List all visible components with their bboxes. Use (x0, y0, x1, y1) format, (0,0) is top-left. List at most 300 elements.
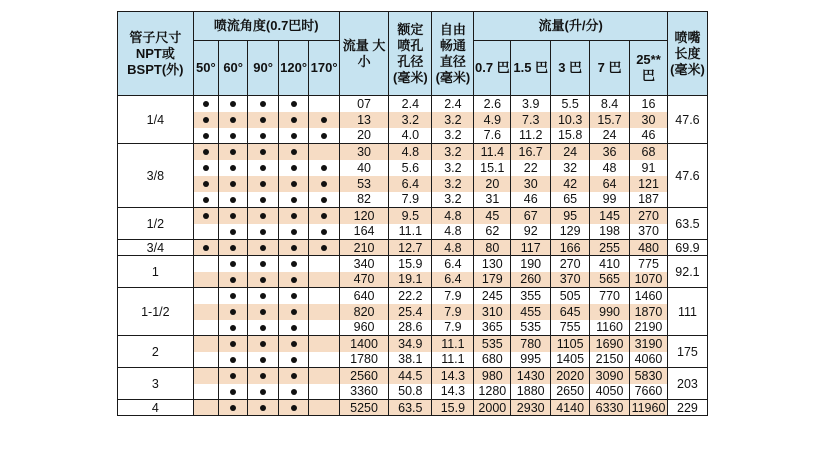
available-dot-icon (230, 293, 236, 299)
nozzle-length-cell: 47.6 (667, 144, 707, 208)
passage-cell: 7.9 (432, 288, 474, 304)
orifice-cell: 25.4 (389, 304, 432, 320)
available-dot-icon (291, 341, 297, 347)
angle-cell (218, 368, 247, 384)
angle-cell (193, 224, 218, 240)
flow-rate-cell: 2190 (630, 320, 668, 336)
angle-cell (278, 256, 308, 272)
flow-rate-cell: 2000 (474, 400, 511, 416)
angle-cell (309, 112, 340, 128)
table-row (118, 336, 708, 352)
angle-cell (218, 320, 247, 336)
passage-cell: 7.9 (432, 320, 474, 336)
flow-rate-cell: 80 (474, 240, 511, 256)
angle-cell (278, 160, 308, 176)
flow-size-cell: 960 (339, 320, 388, 336)
available-dot-icon (203, 149, 209, 155)
flow-size-cell: 164 (339, 224, 388, 240)
available-dot-icon (260, 245, 266, 251)
angle-cell (248, 176, 278, 192)
orifice-cell: 44.5 (389, 368, 432, 384)
table-row (118, 96, 708, 112)
flow-rate-cell: 1160 (590, 320, 630, 336)
flow-rate-cell: 46 (511, 192, 551, 208)
flow-rate-cell: 3.9 (511, 96, 551, 112)
flow-rate-cell: 95 (551, 208, 590, 224)
orifice-cell: 28.6 (389, 320, 432, 336)
available-dot-icon (260, 229, 266, 235)
flow-rate-cell: 3190 (630, 336, 668, 352)
angle-cell (309, 352, 340, 368)
flow-rate-cell: 187 (630, 192, 668, 208)
flow-rate-cell: 270 (551, 256, 590, 272)
header-pressure-25: 25** 巴 (630, 41, 668, 96)
angle-cell (278, 352, 308, 368)
angle-cell (309, 272, 340, 288)
flow-rate-cell: 1070 (630, 272, 668, 288)
angle-cell (309, 368, 340, 384)
available-dot-icon (291, 373, 297, 379)
passage-cell: 3.2 (432, 144, 474, 160)
pipe-size-cell: 1 (118, 256, 194, 288)
angle-cell (248, 96, 278, 112)
angle-cell (218, 96, 247, 112)
table-row (118, 256, 708, 272)
angle-cell (193, 320, 218, 336)
angle-cell (309, 208, 340, 224)
flow-rate-cell: 99 (590, 192, 630, 208)
passage-cell: 6.4 (432, 256, 474, 272)
orifice-cell: 2.4 (389, 96, 432, 112)
flow-rate-cell: 179 (474, 272, 511, 288)
passage-cell: 6.4 (432, 272, 474, 288)
angle-cell (309, 240, 340, 256)
flow-rate-cell: 1870 (630, 304, 668, 320)
header-angle-60: 60° (218, 41, 247, 96)
available-dot-icon (260, 165, 266, 171)
header-orifice: 额定 喷孔 孔径 (毫米) (389, 12, 432, 96)
passage-cell: 4.8 (432, 208, 474, 224)
available-dot-icon (230, 149, 236, 155)
flow-rate-cell: 11.4 (474, 144, 511, 160)
orifice-cell: 38.1 (389, 352, 432, 368)
flow-rate-cell: 4050 (590, 384, 630, 400)
available-dot-icon (291, 181, 297, 187)
angle-cell (309, 256, 340, 272)
angle-cell (248, 160, 278, 176)
table-row (118, 304, 708, 320)
angle-cell (278, 384, 308, 400)
flow-rate-cell: 1105 (551, 336, 590, 352)
angle-cell (193, 256, 218, 272)
angle-cell (309, 128, 340, 144)
available-dot-icon (230, 357, 236, 363)
flow-rate-cell: 270 (630, 208, 668, 224)
angle-cell (248, 224, 278, 240)
available-dot-icon (230, 325, 236, 331)
angle-cell (309, 336, 340, 352)
available-dot-icon (321, 213, 327, 219)
flow-rate-cell: 780 (511, 336, 551, 352)
flow-rate-cell: 190 (511, 256, 551, 272)
table-row (118, 112, 708, 128)
available-dot-icon (203, 213, 209, 219)
flow-size-cell: 3360 (339, 384, 388, 400)
flow-rate-cell: 16 (630, 96, 668, 112)
flow-rate-cell: 995 (511, 352, 551, 368)
flow-rate-cell: 30 (630, 112, 668, 128)
angle-cell (218, 224, 247, 240)
available-dot-icon (291, 277, 297, 283)
nozzle-spec-table (117, 11, 708, 416)
angle-cell (193, 304, 218, 320)
header-pipe-size: 管子尺寸 NPT或 BSPT(外) (118, 12, 194, 96)
available-dot-icon (260, 117, 266, 123)
angle-cell (248, 256, 278, 272)
angle-cell (218, 384, 247, 400)
angle-cell (278, 304, 308, 320)
flow-rate-cell: 2.6 (474, 96, 511, 112)
flow-size-cell: 53 (339, 176, 388, 192)
available-dot-icon (260, 149, 266, 155)
flow-size-cell: 40 (339, 160, 388, 176)
angle-cell (278, 112, 308, 128)
available-dot-icon (230, 165, 236, 171)
table-row (118, 208, 708, 224)
header-angle-90: 90° (248, 41, 278, 96)
table-row (118, 176, 708, 192)
angle-cell (278, 400, 308, 416)
table-row (118, 400, 708, 416)
nozzle-length-cell: 63.5 (667, 208, 707, 240)
angle-cell (218, 272, 247, 288)
table-row (118, 128, 708, 144)
header-flow-size: 流量 大小 (339, 12, 388, 96)
angle-cell (248, 320, 278, 336)
available-dot-icon (321, 133, 327, 139)
available-dot-icon (230, 277, 236, 283)
flow-rate-cell: 92 (511, 224, 551, 240)
available-dot-icon (291, 293, 297, 299)
available-dot-icon (291, 261, 297, 267)
available-dot-icon (260, 261, 266, 267)
flow-size-cell: 640 (339, 288, 388, 304)
available-dot-icon (260, 213, 266, 219)
passage-cell: 3.2 (432, 176, 474, 192)
angle-cell (248, 336, 278, 352)
angle-cell (218, 208, 247, 224)
available-dot-icon (291, 117, 297, 123)
flow-rate-cell: 24 (551, 144, 590, 160)
available-dot-icon (203, 101, 209, 107)
flow-size-cell: 07 (339, 96, 388, 112)
orifice-cell: 34.9 (389, 336, 432, 352)
flow-rate-cell: 370 (630, 224, 668, 240)
angle-cell (193, 352, 218, 368)
flow-rate-cell: 3090 (590, 368, 630, 384)
available-dot-icon (291, 245, 297, 251)
available-dot-icon (203, 133, 209, 139)
available-dot-icon (321, 245, 327, 251)
available-dot-icon (291, 389, 297, 395)
flow-rate-cell: 198 (590, 224, 630, 240)
angle-cell (248, 208, 278, 224)
angle-cell (248, 112, 278, 128)
angle-cell (248, 288, 278, 304)
flow-size-cell: 470 (339, 272, 388, 288)
flow-rate-cell: 4.9 (474, 112, 511, 128)
angle-cell (248, 144, 278, 160)
angle-cell (218, 144, 247, 160)
passage-cell: 4.8 (432, 240, 474, 256)
flow-rate-cell: 4060 (630, 352, 668, 368)
angle-cell (193, 288, 218, 304)
available-dot-icon (291, 405, 297, 411)
angle-cell (309, 160, 340, 176)
flow-size-cell: 82 (339, 192, 388, 208)
table-row (118, 320, 708, 336)
orifice-cell: 5.6 (389, 160, 432, 176)
available-dot-icon (203, 197, 209, 203)
angle-cell (193, 336, 218, 352)
flow-rate-cell: 565 (590, 272, 630, 288)
table-body (118, 96, 708, 416)
flow-rate-cell: 535 (511, 320, 551, 336)
angle-cell (278, 368, 308, 384)
angle-cell (193, 96, 218, 112)
flow-rate-cell: 535 (474, 336, 511, 352)
header-angle-50: 50° (193, 41, 218, 96)
angle-cell (218, 192, 247, 208)
passage-cell: 3.2 (432, 160, 474, 176)
available-dot-icon (260, 309, 266, 315)
angle-cell (248, 240, 278, 256)
angle-cell (248, 352, 278, 368)
orifice-cell: 7.9 (389, 192, 432, 208)
flow-rate-cell: 30 (511, 176, 551, 192)
flow-rate-cell: 166 (551, 240, 590, 256)
flow-rate-cell: 62 (474, 224, 511, 240)
angle-cell (278, 144, 308, 160)
flow-size-cell: 5250 (339, 400, 388, 416)
available-dot-icon (321, 117, 327, 123)
angle-cell (218, 336, 247, 352)
angle-cell (218, 304, 247, 320)
flow-rate-cell: 260 (511, 272, 551, 288)
flow-rate-cell: 1280 (474, 384, 511, 400)
angle-cell (193, 176, 218, 192)
flow-rate-cell: 64 (590, 176, 630, 192)
angle-cell (193, 160, 218, 176)
flow-rate-cell: 455 (511, 304, 551, 320)
available-dot-icon (230, 117, 236, 123)
angle-cell (278, 272, 308, 288)
pipe-size-cell: 3 (118, 368, 194, 400)
flow-rate-cell: 45 (474, 208, 511, 224)
flow-rate-cell: 24 (590, 128, 630, 144)
angle-cell (309, 384, 340, 400)
angle-cell (278, 320, 308, 336)
flow-rate-cell: 980 (474, 368, 511, 384)
available-dot-icon (260, 357, 266, 363)
available-dot-icon (260, 389, 266, 395)
available-dot-icon (321, 165, 327, 171)
flow-rate-cell: 365 (474, 320, 511, 336)
angle-cell (278, 336, 308, 352)
available-dot-icon (230, 101, 236, 107)
pipe-size-cell: 1-1/2 (118, 288, 194, 336)
flow-rate-cell: 2930 (511, 400, 551, 416)
flow-rate-cell: 1430 (511, 368, 551, 384)
flow-rate-cell: 91 (630, 160, 668, 176)
header-angle-170: 170° (309, 41, 340, 96)
angle-cell (278, 208, 308, 224)
nozzle-length-cell: 47.6 (667, 96, 707, 144)
available-dot-icon (230, 341, 236, 347)
flow-rate-cell: 32 (551, 160, 590, 176)
angle-cell (248, 192, 278, 208)
flow-rate-cell: 15.8 (551, 128, 590, 144)
available-dot-icon (230, 245, 236, 251)
available-dot-icon (291, 133, 297, 139)
table-row (118, 368, 708, 384)
angle-cell (278, 176, 308, 192)
header-angle-120: 120° (278, 41, 308, 96)
available-dot-icon (260, 197, 266, 203)
table-row (118, 144, 708, 160)
flow-rate-cell: 48 (590, 160, 630, 176)
flow-rate-cell: 46 (630, 128, 668, 144)
angle-cell (309, 320, 340, 336)
available-dot-icon (230, 389, 236, 395)
available-dot-icon (230, 373, 236, 379)
flow-size-cell: 120 (339, 208, 388, 224)
orifice-cell: 6.4 (389, 176, 432, 192)
available-dot-icon (230, 229, 236, 235)
available-dot-icon (230, 309, 236, 315)
nozzle-length-cell: 203 (667, 368, 707, 400)
flow-rate-cell: 67 (511, 208, 551, 224)
angle-cell (278, 96, 308, 112)
orifice-cell: 12.7 (389, 240, 432, 256)
flow-rate-cell: 7.6 (474, 128, 511, 144)
angle-cell (248, 368, 278, 384)
flow-rate-cell: 480 (630, 240, 668, 256)
available-dot-icon (321, 229, 327, 235)
flow-rate-cell: 11.2 (511, 128, 551, 144)
orifice-cell: 22.2 (389, 288, 432, 304)
flow-rate-cell: 505 (551, 288, 590, 304)
flow-rate-cell: 370 (551, 272, 590, 288)
flow-rate-cell: 245 (474, 288, 511, 304)
angle-cell (193, 192, 218, 208)
available-dot-icon (260, 405, 266, 411)
nozzle-length-cell: 69.9 (667, 240, 707, 256)
nozzle-length-cell: 229 (667, 400, 707, 416)
orifice-cell: 15.9 (389, 256, 432, 272)
orifice-cell: 4.0 (389, 128, 432, 144)
pipe-size-cell: 1/2 (118, 208, 194, 240)
flow-rate-cell: 16.7 (511, 144, 551, 160)
header-nozzle-length: 喷嘴 长度 (毫米) (667, 12, 707, 96)
flow-rate-cell: 5830 (630, 368, 668, 384)
available-dot-icon (260, 293, 266, 299)
flow-size-cell: 2560 (339, 368, 388, 384)
flow-rate-cell: 755 (551, 320, 590, 336)
flow-rate-cell: 7.3 (511, 112, 551, 128)
orifice-cell: 19.1 (389, 272, 432, 288)
available-dot-icon (203, 181, 209, 187)
flow-rate-cell: 410 (590, 256, 630, 272)
available-dot-icon (260, 373, 266, 379)
passage-cell: 3.2 (432, 112, 474, 128)
passage-cell: 7.9 (432, 304, 474, 320)
flow-size-cell: 1400 (339, 336, 388, 352)
available-dot-icon (260, 133, 266, 139)
header-flow-rate: 流量(升/分) (474, 12, 668, 41)
angle-cell (218, 400, 247, 416)
available-dot-icon (291, 213, 297, 219)
angle-cell (309, 96, 340, 112)
flow-size-cell: 820 (339, 304, 388, 320)
angle-cell (193, 208, 218, 224)
flow-rate-cell: 2020 (551, 368, 590, 384)
available-dot-icon (230, 213, 236, 219)
flow-rate-cell: 11960 (630, 400, 668, 416)
angle-cell (248, 272, 278, 288)
available-dot-icon (291, 165, 297, 171)
header-pressure-1.5: 1.5 巴 (511, 41, 551, 96)
available-dot-icon (230, 261, 236, 267)
available-dot-icon (260, 277, 266, 283)
available-dot-icon (291, 197, 297, 203)
pipe-size-cell: 1/4 (118, 96, 194, 144)
flow-rate-cell: 65 (551, 192, 590, 208)
available-dot-icon (260, 101, 266, 107)
orifice-cell: 50.8 (389, 384, 432, 400)
header-pressure-0.7: 0.7 巴 (474, 41, 511, 96)
header-pressure-3: 3 巴 (551, 41, 590, 96)
available-dot-icon (321, 181, 327, 187)
angle-cell (309, 176, 340, 192)
flow-size-cell: 20 (339, 128, 388, 144)
angle-cell (218, 256, 247, 272)
angle-cell (248, 384, 278, 400)
orifice-cell: 11.1 (389, 224, 432, 240)
pipe-size-cell: 3/8 (118, 144, 194, 208)
flow-rate-cell: 1460 (630, 288, 668, 304)
available-dot-icon (291, 229, 297, 235)
angle-cell (218, 176, 247, 192)
passage-cell: 2.4 (432, 96, 474, 112)
table-row (118, 384, 708, 400)
table-row (118, 224, 708, 240)
flow-rate-cell: 645 (551, 304, 590, 320)
angle-cell (218, 128, 247, 144)
available-dot-icon (230, 181, 236, 187)
flow-rate-cell: 990 (590, 304, 630, 320)
flow-rate-cell: 145 (590, 208, 630, 224)
nozzle-length-cell: 175 (667, 336, 707, 368)
available-dot-icon (291, 325, 297, 331)
flow-rate-cell: 31 (474, 192, 511, 208)
angle-cell (218, 112, 247, 128)
passage-cell: 3.2 (432, 192, 474, 208)
passage-cell: 11.1 (432, 352, 474, 368)
orifice-cell: 4.8 (389, 144, 432, 160)
available-dot-icon (230, 197, 236, 203)
angle-cell (218, 160, 247, 176)
